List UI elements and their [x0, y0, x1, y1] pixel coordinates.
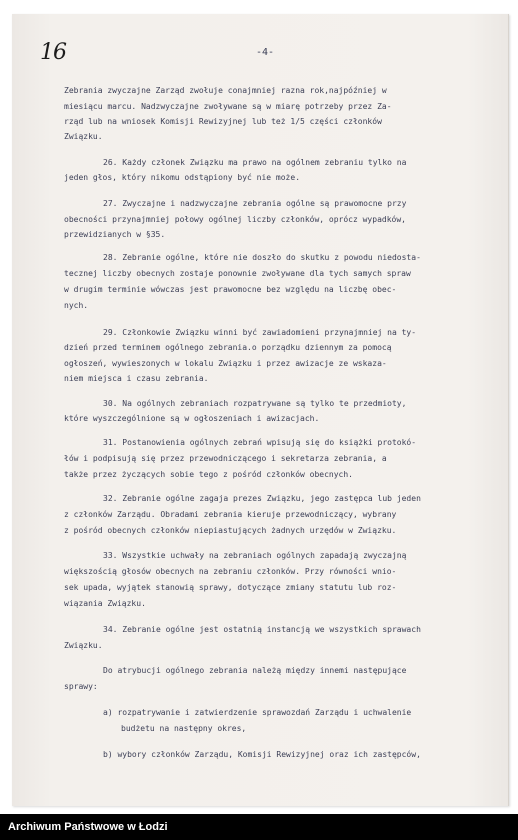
text-line: 28. Zebranie ogólne, które nie doszło do skutku z powodu niedosta- [103, 253, 421, 262]
text-line: 26. Każdy członek Związku ma prawo na ogólnem zebraniu tylko na [103, 158, 407, 167]
text-line: ogłoszeń, wywieszonych w lokalu Związku i przez awizacje ze wskaza- [64, 359, 387, 368]
text-line: z członków Zarządu. Obradami zebrania kieruje przewodniczący, wybrany [64, 510, 397, 519]
page-number: -4- [256, 47, 275, 58]
text-line: które wyszczególnione są w ogłoszeniach i awizacjach. [64, 414, 320, 423]
text-line: nych. [64, 301, 89, 310]
text-line: w drugim terminie wówczas jest prawomocne bez względu na liczbę obec- [64, 285, 397, 294]
text-line: budżetu na następny okres, [121, 724, 247, 733]
text-line: także przez życzących sobie tego z pośród członków obecnych. [64, 470, 353, 479]
text-line: sprawy: [64, 682, 98, 691]
text-line: wiązania Związku. [64, 599, 146, 608]
text-line: 32. Zebranie ogólne zagaja prezes Związku, jego zastępca lub jeden [103, 494, 421, 503]
text-line: 34. Zebranie ogólne jest ostatnią instancją we wszystkich sprawach [103, 625, 421, 634]
text-line: z pośród obecnych członków niepiastujących żadnych urzędów w Związku. [64, 526, 397, 535]
text-line: tecznej liczby obecnych zostaje ponownie zwoływane dla tych samych spraw [64, 269, 411, 278]
text-line: sek upada, wyjątek stanowią sprawy, dotyczące zmiany statutu lub roz- [64, 583, 397, 592]
text-line: rząd lub na wniosek Komisji Rewizyjnej lub też 1/5 części członków [64, 117, 382, 126]
text-line: obecności przynajmniej połowy ogólnej liczby członków, oprócz wypadków, [64, 215, 406, 224]
text-line: Zebrania zwyczajne Zarząd zwołuje conajmniej razna rok,najpóźniej w [64, 86, 387, 95]
text-line: jeden głos, który nikomu odstąpiony być nie może. [64, 173, 301, 182]
text-line: Do atrybucji ogólnego zebrania należą między innemi następujące [103, 666, 407, 675]
text-line: b) wybory członków Zarządu, Komisji Rewizyjnej oraz ich zastępców, [103, 750, 421, 759]
text-line: większością głosów obecnych na zebraniu członków. Przy równości wnio- [64, 567, 397, 576]
archive-footer-bar [0, 814, 518, 840]
text-line: Związku. [64, 132, 103, 141]
text-line: niem miejsca i czasu zebrania. [64, 374, 209, 383]
text-line: miesiącu marcu. Nadzwyczajne zwoływane są w miarę potrzeby przez Za- [64, 102, 392, 111]
text-line: łów i podpisują się przez przewodniczącego i sekretarza zebrania, a [64, 454, 387, 463]
text-line: przewidzianych w §35. [64, 230, 166, 239]
text-line: Związku. [64, 641, 103, 650]
archive-name: Archiwum Państwowe w Łodzi [8, 821, 168, 833]
text-line: 29. Członkowie Związku winni być zawiadomieni przynajmniej na ty- [103, 328, 417, 337]
text-line: 27. Zwyczajne i nadzwyczajne zebrania ogólne są prawomocne przy [103, 199, 407, 208]
text-line: 31. Postanowienia ogólnych zebrań wpisują się do książki protokó- [103, 438, 417, 447]
handwritten-folio-number: 16 [40, 40, 66, 65]
text-line: 30. Na ogólnych zebraniach rozpatrywane są tylko te przedmioty, [103, 399, 407, 408]
text-line: 33. Wszystkie uchwały na zebraniach ogólnych zapadają zwyczajną [103, 551, 407, 560]
text-line: a) rozpatrywanie i zatwierdzenie sprawozdań Zarządu i uchwalenie [103, 708, 412, 717]
text-line: dzień przed terminem ogólnego zebrania.o porządku dziennym za pomocą [64, 343, 392, 352]
